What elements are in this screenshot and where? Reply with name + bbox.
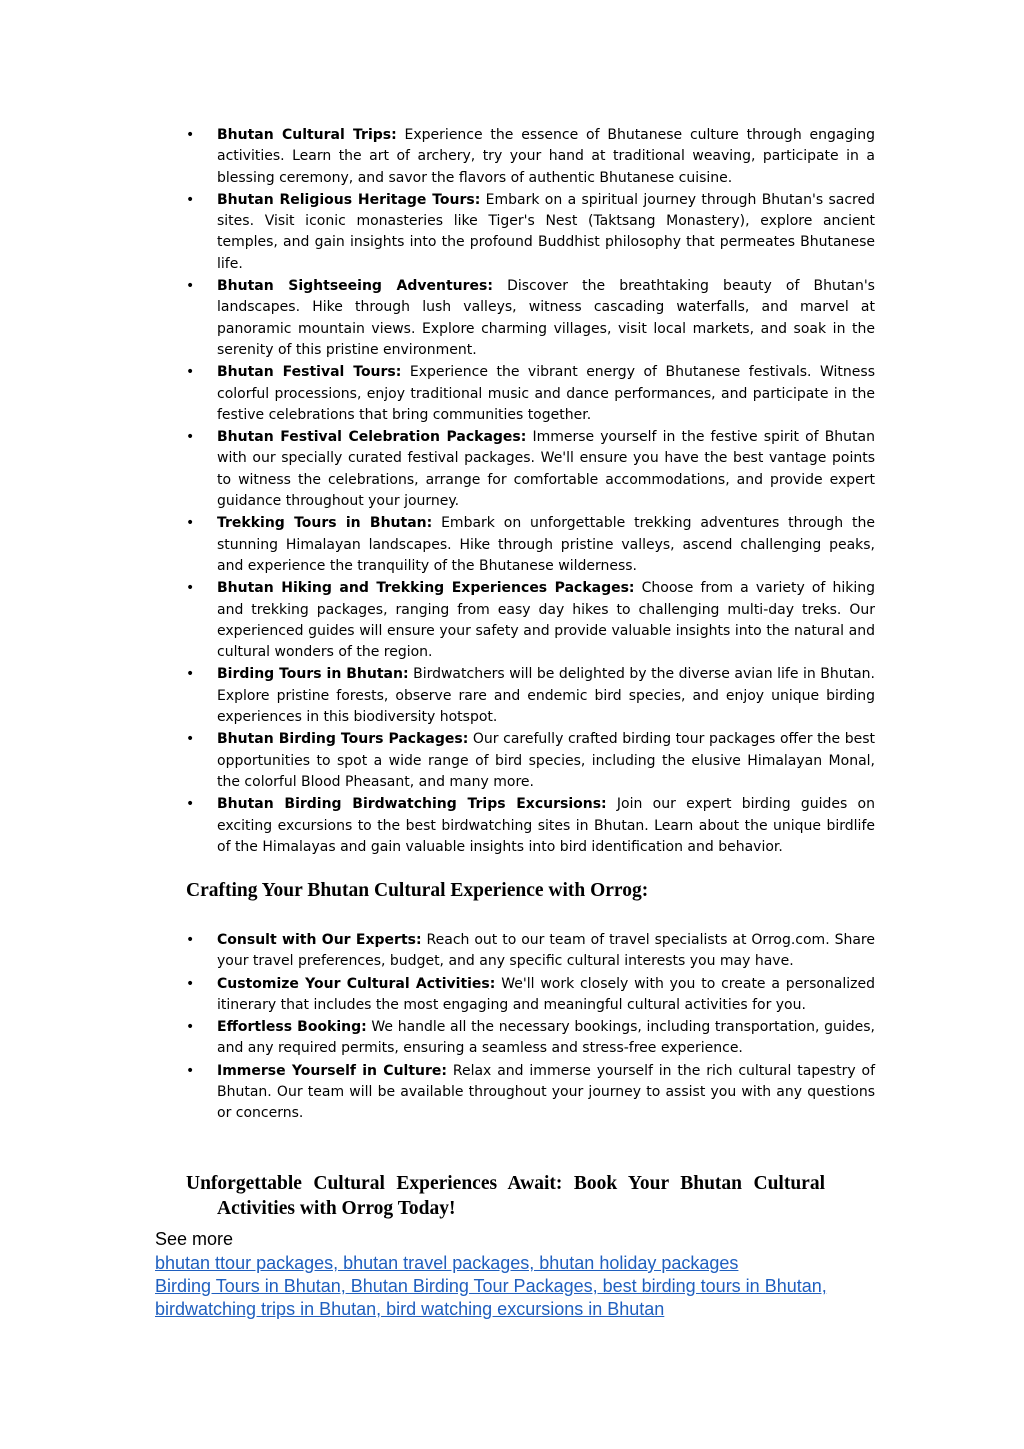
item-text: Embark on a spiritual journey through Bhutan's sacred sites. Visit iconic monasteries like Tiger's Nest (Taktsang Monastery), explore ancient temples, and gain insights into the profound Buddhist philosophy that permeates Bhutanese life. — [217, 191, 875, 272]
link-bhutan-packages[interactable]: bhutan ttour packages, bhutan travel packages, bhutan holiday packages — [155, 1253, 739, 1273]
item-text: Relax and immerse yourself in the rich cultural tapestry of Bhutan. Our team will be available throughout your journey to assist you with any questions or concerns. — [217, 1062, 876, 1122]
list-item — [186, 190, 875, 275]
item-title: Bhutan Sightseeing Adventures: — [217, 278, 493, 295]
item-text: Our carefully crafted birding tour packages offer the best opportunities to spot a wide range of bird species, including the elusive Himalayan Monal, the colorful Blood Pheasant, and many more. — [217, 731, 875, 790]
item-text: Birdwatchers will be delighted by the diverse avian life in Bhutan. Explore pristine forests, observe rare and endemic bird species, and enjoy unique birding experiences in this biodiversity hotspot. — [217, 666, 875, 726]
item-title: Trekking Tours in Bhutan: — [217, 515, 433, 532]
list-item — [186, 362, 875, 426]
item-title: Customize Your Cultural Activities: — [217, 975, 496, 992]
item-title: Bhutan Festival Tours: — [217, 364, 402, 381]
list-item — [186, 276, 875, 361]
item-title: Birding Tours in Bhutan: — [217, 666, 409, 683]
item-text: Join our expert birding guides on exciting excursions to the best birdwatching sites in Bhutan. Learn about the unique birdlife of the Himalayas and gain valuable insights into bird identification and behavior. — [217, 796, 875, 855]
item-text: Reach out to our team of travel specialists at Orrog.com. Share your travel preferences, budget, and any specific cultural interests you may have. — [217, 932, 875, 970]
activities-list — [186, 125, 875, 859]
item-title: Bhutan Cultural Trips: — [217, 127, 397, 143]
item-title: Bhutan Religious Heritage Tours: — [217, 191, 481, 208]
section-heading: Crafting Your Bhutan Cultural Experience with Orrog: — [186, 880, 649, 901]
item-title: Immerse Yourself in Culture: — [217, 1062, 448, 1079]
list-item — [186, 125, 875, 189]
item-title: Bhutan Birding Tours Packages: — [217, 731, 469, 748]
list-item — [186, 1061, 875, 1125]
list-item — [186, 729, 875, 793]
list-item — [186, 794, 875, 858]
list-item — [186, 930, 875, 973]
link-birding-tours[interactable]: Birding Tours in Bhutan, Bhutan Birding Tour Packages, best birding tours in Bhutan, birdwatching trips in Bhutan, bird watching excursions in Bhutan — [155, 1276, 827, 1319]
item-text: Experience the essence of Bhutanese culture through engaging activities. Learn the art of archery, try your hand at traditional weaving, participate in a blessing ceremony, and savor the flavors of authentic Bhutanese cuisine. — [217, 127, 875, 186]
list-item — [186, 578, 875, 663]
item-title: Bhutan Birding Birdwatching Trips Excursions: — [217, 796, 607, 813]
item-text: Discover the breathtaking beauty of Bhutan's landscapes. Hike through lush valleys, witness cascading waterfalls, and marvel at panoramic mountain views. Explore charming villages, visit local markets, and soak in the serenity of this pristine environment. — [217, 278, 875, 358]
list-item — [186, 513, 875, 577]
item-title: Bhutan Hiking and Trekking Experiences Packages: — [217, 580, 635, 597]
related-links — [155, 1252, 885, 1321]
list-item — [186, 974, 875, 1017]
item-text: Choose from a variety of hiking and trekking packages, ranging from easy day hikes to challenging multi-day treks. Our experienced guides will ensure your safety and provide valuable insights into the natural and cultural wonders of the region. — [217, 580, 875, 661]
item-text: Experience the vibrant energy of Bhutanese festivals. Witness colorful processions, enjoy traditional music and dance performances, and participate in the festive celebrations that bring communities together. — [217, 364, 875, 423]
steps-list — [186, 930, 875, 1126]
list-item — [186, 1017, 875, 1060]
see-more-label: See more — [155, 1229, 234, 1249]
item-title: Consult with Our Experts: — [217, 932, 422, 948]
item-text: We handle all the necessary bookings, including transportation, guides, and any required permits, ensuring a seamless and stress-free experience. — [217, 1019, 875, 1057]
item-text: Embark on unforgettable trekking adventures through the stunning Himalayan landscapes. Hike through pristine valleys, ascend challenging peaks, and experience the tranquility of the Bhutanese wilderness. — [217, 515, 875, 574]
cta-heading: Unforgettable Cultural Experiences Await: Book Your Bhutan Cultural Activities with Orrog Today! — [186, 1173, 825, 1219]
item-text: Immerse yourself in the festive spirit of Bhutan with our specially curated festival packages. We'll ensure you have the best vantage points to witness the celebrations, arrange for comfortable accommodations, and provide expert guidance throughout your journey. — [217, 429, 875, 510]
list-item — [186, 427, 875, 512]
list-item — [186, 664, 875, 728]
item-title: Bhutan Festival Celebration Packages: — [217, 429, 527, 446]
item-title: Effortless Booking: — [217, 1019, 367, 1036]
item-text: We'll work closely with you to create a personalized itinerary that includes the most engaging and meaningful cultural activities for you. — [217, 975, 876, 1013]
